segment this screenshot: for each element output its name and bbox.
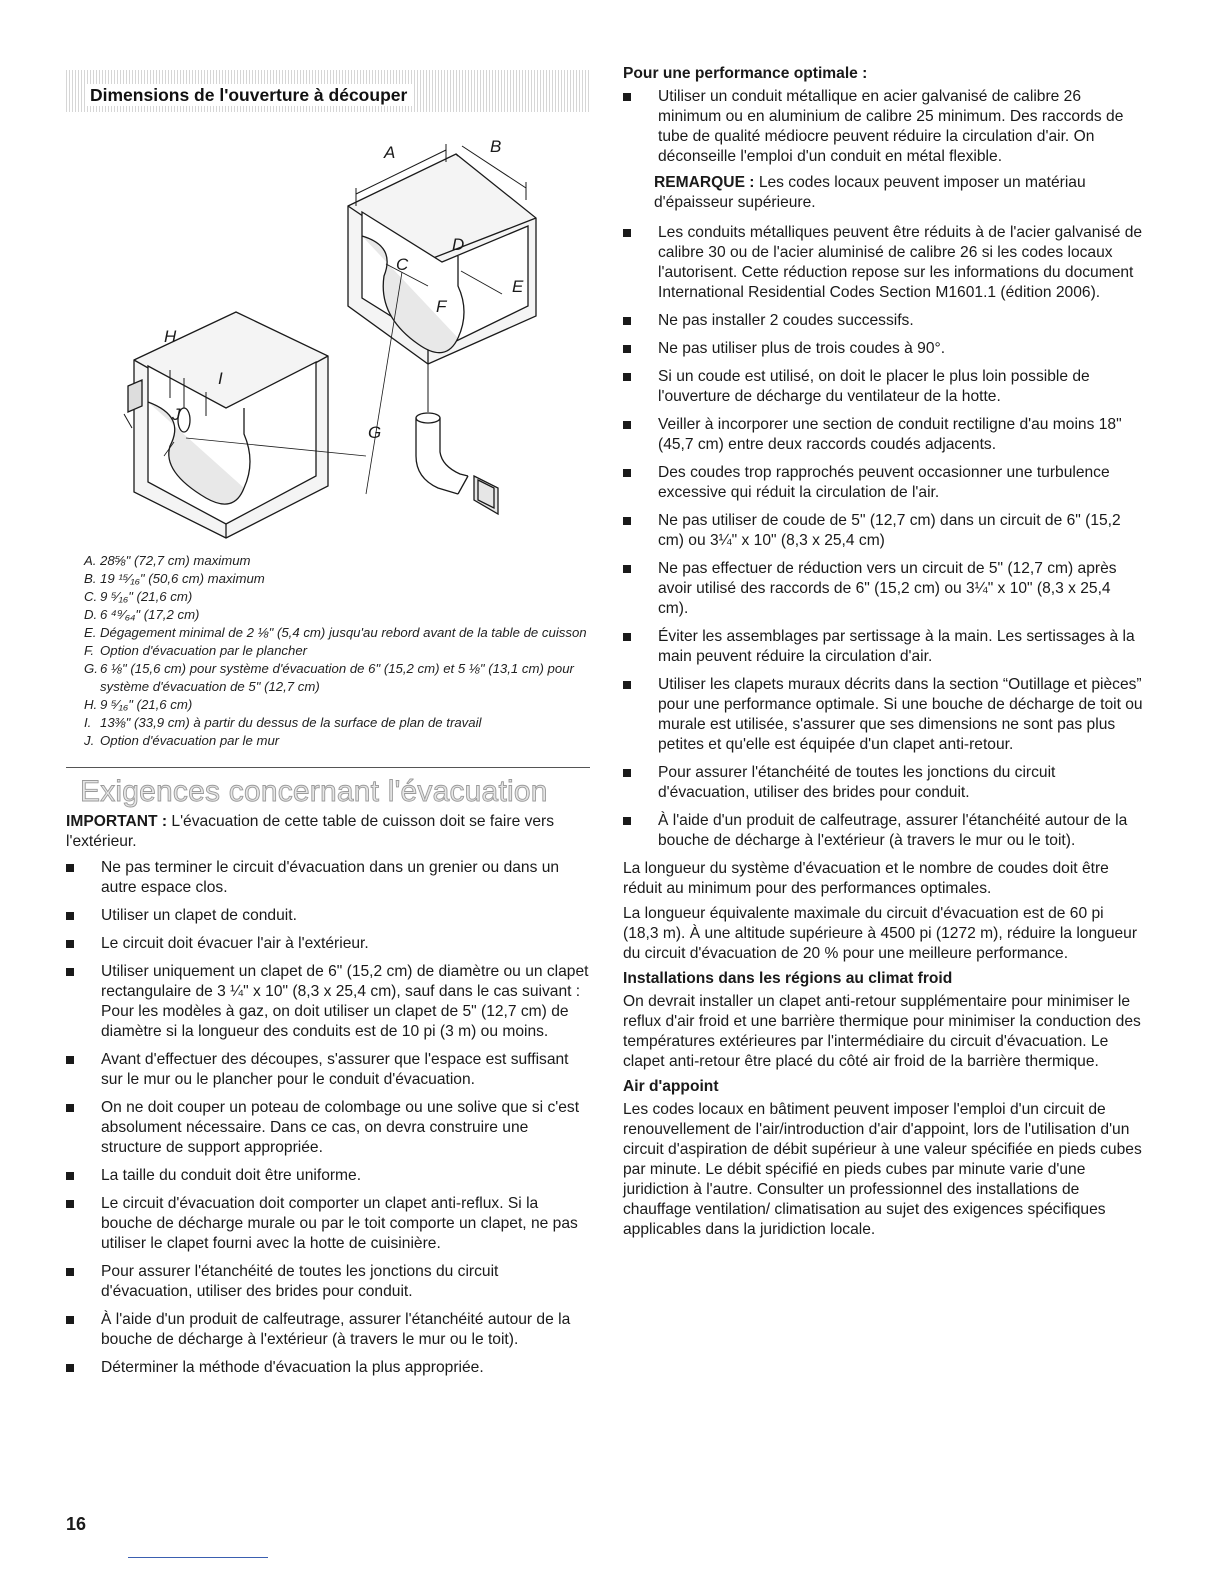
list-item: Ne pas installer 2 coudes successifs. xyxy=(623,311,1143,331)
callout-j: J xyxy=(172,405,181,424)
legend-key: B. xyxy=(84,571,97,586)
cutout-diagram-svg xyxy=(66,116,590,546)
length-paragraph: La longueur du système d'évacuation et le nombre de coudes doit être réduit au minimum pour des performances optimales. xyxy=(623,860,1109,897)
legend-text: 28⅝" (72,7 cm) maximum xyxy=(100,553,251,568)
important-label: IMPORTANT : xyxy=(66,813,168,830)
callout-c: C xyxy=(396,255,409,274)
section-title: Exigences concernant l'évacuation xyxy=(80,775,548,808)
legend-key: A. xyxy=(84,553,97,568)
list-item: Avant d'effectuer des découpes, s'assurer que l'espace est suffisant sur le mur ou le plancher pour le conduit d'évacuation. xyxy=(66,1050,590,1090)
callout-e: E xyxy=(512,277,524,296)
list-item: Utiliser uniquement un clapet de 6" (15,2 cm) de diamètre ou un clapet rectangulaire de 3 ¼" x 10" (8,3 x 25,4 cm), sauf dans le cas suivant : Pour les modèles à gaz, on doit utiliser un clapet de 5" (12,7 cm) de diamètre si la longueur des conduits est de 10 pi (3 m) ou moins. xyxy=(66,962,590,1042)
list-item: Si un coude est utilisé, on doit le placer le plus loin possible de l'ouverture de décharge du ventilateur de la hotte. xyxy=(623,367,1143,407)
list-item: Éviter les assemblages par sertissage à la main. Les sertissages à la main peuvent réduire la circulation d'air. xyxy=(623,627,1143,667)
legend-text: 9 ⁵⁄₁₆" (21,6 cm) xyxy=(100,589,193,604)
lower-cutout-box xyxy=(124,312,328,538)
legend-item xyxy=(84,588,590,606)
legend-text: 13⅜" (33,9 cm) à partir du dessus de la surface de plan de travail xyxy=(100,715,482,730)
legend-item xyxy=(84,732,590,750)
list-item: On ne doit couper un poteau de colombage ou une solive que si c'est absolument nécessaire. Dans ce cas, on devra construire une structure de support appropriée. xyxy=(66,1098,590,1158)
performance-list xyxy=(623,87,1143,167)
list-item: Utiliser un conduit métallique en acier galvanisé de calibre 26 minimum ou en aluminium de calibre 25 minimum. Des raccords de tube de qualité médiocre peuvent réduire la circulation d'air. On déconseille l'emploi d'un conduit en métal flexible. xyxy=(623,87,1143,167)
note-text: Les codes locaux peuvent imposer un matériau d'épaisseur supérieure. xyxy=(654,174,1086,211)
callout-d: D xyxy=(452,235,465,254)
callout-i: I xyxy=(218,369,223,388)
callout-a: A xyxy=(384,143,396,162)
legend-text: 6 ⅛" (15,6 cm) pour système d'évacuation de 6" (15,2 cm) et 5 ⅛" (13,1 cm) pour système d'évacuation de 5" (12,7 cm) xyxy=(100,661,574,694)
cutout-diagram xyxy=(66,116,590,546)
upper-cutout-box xyxy=(348,144,536,364)
performance-heading: Pour une performance optimale : xyxy=(623,65,868,82)
diagram-header xyxy=(66,70,590,112)
evacuation-requirements-list xyxy=(66,858,590,1378)
list-item: Des coudes trop rapprochés peuvent occasionner une turbulence excessive qui réduit la circulation de l'air. xyxy=(623,463,1143,503)
legend-item xyxy=(84,660,590,696)
diagram-legend xyxy=(84,552,590,750)
legend-key: J. xyxy=(84,733,95,748)
list-item: Utiliser un clapet de conduit. xyxy=(66,906,590,926)
callout-b: B xyxy=(490,137,502,156)
list-item: Ne pas terminer le circuit d'évacuation dans un grenier ou dans un autre espace clos. xyxy=(66,858,590,898)
list-item: Ne pas utiliser plus de trois coudes à 90°. xyxy=(623,339,1143,359)
floor-duct xyxy=(416,364,498,514)
legend-text: 6 ⁴⁹⁄₆₄" (17,2 cm) xyxy=(100,607,200,622)
list-item: À l'aide d'un produit de calfeutrage, assurer l'étanchéité autour de la bouche de décharge à l'extérieur (à travers le mur ou le toit). xyxy=(66,1310,590,1350)
list-item: Utiliser les clapets muraux décrits dans la section “Outillage et pièces” pour une performance optimale. Si une bouche de décharge de toit ou murale est utilisée, s'assurer que ses dimensions ne sont pas plus petites et qu'elle est équipée d'un clapet anti-retour. xyxy=(623,675,1143,755)
cold-climate-text: On devrait installer un clapet anti-retour supplémentaire pour minimiser le reflux d'air froid et une barrière thermique pour minimiser la conduction des températures extérieures par l'intermédiaire du circuit d'évacuation. Le clapet anti-retour être placé du côté air froid de la barrière thermique. xyxy=(623,993,1141,1070)
legend-item xyxy=(84,570,590,588)
legend-item xyxy=(84,606,590,624)
legend-key: C. xyxy=(84,589,98,604)
legend-item xyxy=(84,624,590,642)
callout-g: G xyxy=(368,423,382,442)
callout-h: H xyxy=(164,327,177,346)
important-paragraph xyxy=(66,812,590,852)
callout-f: F xyxy=(436,297,447,316)
legend-item xyxy=(84,552,590,570)
note-paragraph xyxy=(623,173,1143,213)
left-column xyxy=(66,70,590,1386)
legend-text: 9 ⁵⁄₁₆" (21,6 cm) xyxy=(100,697,193,712)
legend-key: G. xyxy=(84,661,98,676)
legend-key: H. xyxy=(84,697,98,712)
list-item: Ne pas utiliser de coude de 5" (12,7 cm) dans un circuit de 6" (15,2 cm) ou 3¼" x 10" (8,3 x 25,4 cm) xyxy=(623,511,1143,551)
note-label: REMARQUE : xyxy=(654,174,755,191)
diagram-title: Dimensions de l'ouverture à découper xyxy=(86,84,413,106)
list-item: Ne pas effectuer de réduction vers un circuit de 5" (12,7 cm) après avoir utilisé des raccords de 6" (15,2 cm) ou 3¼" x 10" (8,3 x 25,4 cm). xyxy=(623,559,1143,619)
section-divider xyxy=(66,767,590,768)
performance-list-continued xyxy=(623,223,1143,851)
footer-rule xyxy=(128,1557,268,1558)
makeup-air-text: Les codes locaux en bâtiment peuvent imposer l'emploi d'un circuit de renouvellement de l'air/introduction d'air d'appoint, lors de l'utilisation d'un circuit d'aspiration de débit supérieur à une valeur spécifiée en pieds cubes par minute. Le débit spécifié en pieds cubes par minute varie d'une juridiction à l'autre. Consulter un professionnel des installations de chauffage ventilation/ climatisation au sujet des exigences spécifiques applicables dans la juridiction locale. xyxy=(623,1101,1142,1238)
list-item: La taille du conduit doit être uniforme. xyxy=(66,1166,590,1186)
right-column xyxy=(623,64,1143,1245)
legend-key: E. xyxy=(84,625,97,640)
legend-key: I. xyxy=(84,715,92,730)
list-item: Le circuit doit évacuer l'air à l'extérieur. xyxy=(66,934,590,954)
legend-key: F. xyxy=(84,643,95,658)
list-item: Le circuit d'évacuation doit comporter un clapet anti-reflux. Si la bouche de décharge murale ou par le toit comporte un clapet, ne pas utiliser le clapet fourni avec la hotte de cuisinière. xyxy=(66,1194,590,1254)
legend-text: Dégagement minimal de 2 ⅛" (5,4 cm) jusqu'au rebord avant de la table de cuisson xyxy=(100,625,587,640)
makeup-air-heading: Air d'appoint xyxy=(623,1078,719,1095)
legend-item xyxy=(84,696,590,714)
list-item: Les conduits métalliques peuvent être réduits à de l'acier galvanisé de calibre 30 ou de l'acier aluminisé de calibre 26 si les codes locaux l'autorisent. Cette réduction repose sur les informations du document International Residential Codes Section M1601.1 (édition 2006). xyxy=(623,223,1143,303)
list-item: Veiller à incorporer une section de conduit rectiligne d'au moins 18" (45,7 cm) entre deux raccords coudés adjacents. xyxy=(623,415,1143,455)
legend-key: D. xyxy=(84,607,98,622)
list-item: Pour assurer l'étanchéité de toutes les jonctions du circuit d'évacuation, utiliser des brides pour conduit. xyxy=(66,1262,590,1302)
legend-item xyxy=(84,714,590,732)
legend-text: Option d'évacuation par le mur xyxy=(100,733,280,748)
important-text: L'évacuation de cette table de cuisson doit se faire vers l'extérieur. xyxy=(66,813,555,850)
max-length-paragraph: La longueur équivalente maximale du circuit d'évacuation est de 60 pi (18,3 m). À une altitude supérieure à 4500 pi (1272 m), réduire la longueur du circuit d'évacuation de 20 % pour une meilleure performance. xyxy=(623,905,1138,962)
list-item: Déterminer la méthode d'évacuation la plus appropriée. xyxy=(66,1358,590,1378)
page-number: 16 xyxy=(66,1514,87,1534)
legend-text: Option d'évacuation par le plancher xyxy=(100,643,308,658)
list-item: Pour assurer l'étanchéité de toutes les jonctions du circuit d'évacuation, utiliser des brides pour conduit. xyxy=(623,763,1143,803)
legend-item xyxy=(84,642,590,660)
list-item: À l'aide d'un produit de calfeutrage, assurer l'étanchéité autour de la bouche de décharge à l'extérieur (à travers le mur ou le toit). xyxy=(623,811,1143,851)
cold-climate-heading: Installations dans les régions au climat froid xyxy=(623,970,953,987)
legend-text: 19 ¹⁵⁄₁₆" (50,6 cm) maximum xyxy=(100,571,265,586)
